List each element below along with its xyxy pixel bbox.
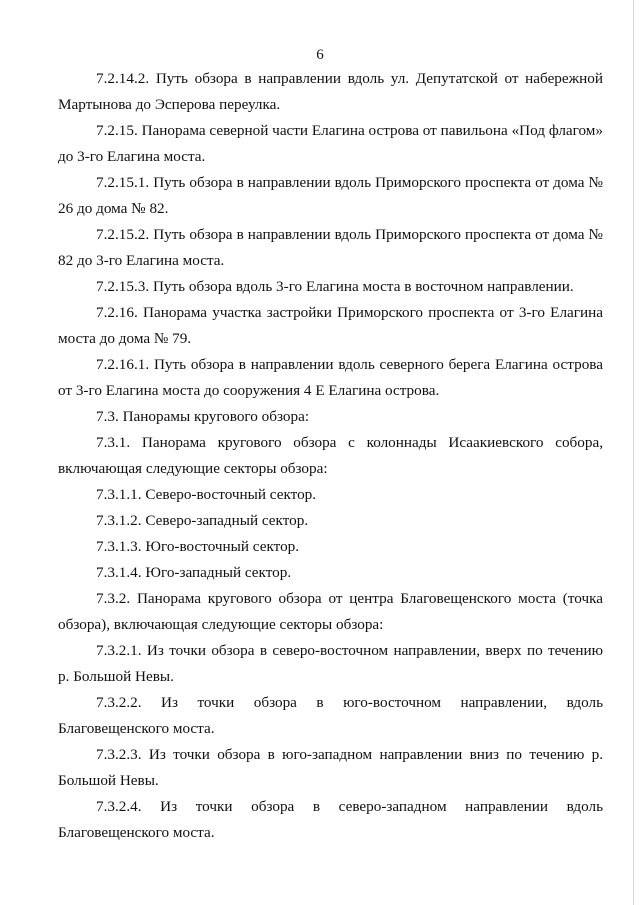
document-body: [58, 66, 603, 846]
page-number: 6: [316, 47, 324, 63]
paragraph-7-2-15: 7.2.15. Панорама северной части Елагина острова от павильона «Под флагом» до 3-го Елагина моста.: [58, 122, 603, 165]
paragraph-7-3: 7.3. Панорамы кругового обзора:: [96, 408, 310, 425]
scan-edge-line: [633, 0, 634, 905]
paragraph-7-3-1-3: 7.3.1.3. Юго-восточный сектор.: [96, 538, 300, 555]
paragraph-7-3-2-3: 7.3.2.3. Из точки обзора в юго-западном направлении вниз по течению р. Большой Невы.: [58, 746, 603, 789]
paragraph-7-3-2-2: 7.3.2.2. Из точки обзора в юго-восточном направлении, вдоль Благовещенского моста.: [58, 694, 603, 737]
paragraph-7-2-15-3: 7.2.15.3. Путь обзора вдоль 3-го Елагина моста в восточном направлении.: [96, 278, 574, 295]
paragraph-7-3-1-1: 7.3.1.1. Северо-восточный сектор.: [96, 486, 317, 503]
paragraph-7-2-16-1: 7.2.16.1. Путь обзора в направлении вдоль северного берега Елагина острова от 3-го Елагина моста до сооружения 4 Е Елагина острова.: [58, 356, 603, 399]
paragraph-7-2-14-2: 7.2.14.2. Путь обзора в направлении вдоль ул. Депутатской от набережной Мартынова до Эсперова переулка.: [58, 70, 603, 113]
paragraph-7-2-15-1: 7.2.15.1. Путь обзора в направлении вдоль Приморского проспекта от дома № 26 до дома № 82.: [58, 174, 603, 217]
paragraph-7-3-2: 7.3.2. Панорама кругового обзора от центра Благовещенского моста (точка обзора), включающая следующие секторы обзора:: [58, 590, 603, 633]
paragraph-7-3-2-1: 7.3.2.1. Из точки обзора в северо-восточном направлении, вверх по течению р. Большой Невы.: [58, 642, 603, 685]
paragraph-7-3-1-4: 7.3.1.4. Юго-западный сектор.: [96, 564, 292, 581]
paragraph-7-3-1: 7.3.1. Панорама кругового обзора с колоннады Исаакиевского собора, включающая следующие секторы обзора:: [58, 434, 603, 477]
paragraph-7-2-16: 7.2.16. Панорама участка застройки Приморского проспекта от 3-го Елагина моста до дома № 79.: [58, 304, 603, 347]
paragraph-7-3-1-2: 7.3.1.2. Северо-западный сектор.: [96, 512, 309, 529]
paragraph-7-3-2-4: 7.3.2.4. Из точки обзора в северо-западном направлении вдоль Благовещенского моста.: [58, 798, 603, 841]
paragraph-7-2-15-2: 7.2.15.2. Путь обзора в направлении вдоль Приморского проспекта от дома № 82 до 3-го Елагина моста.: [58, 226, 603, 269]
